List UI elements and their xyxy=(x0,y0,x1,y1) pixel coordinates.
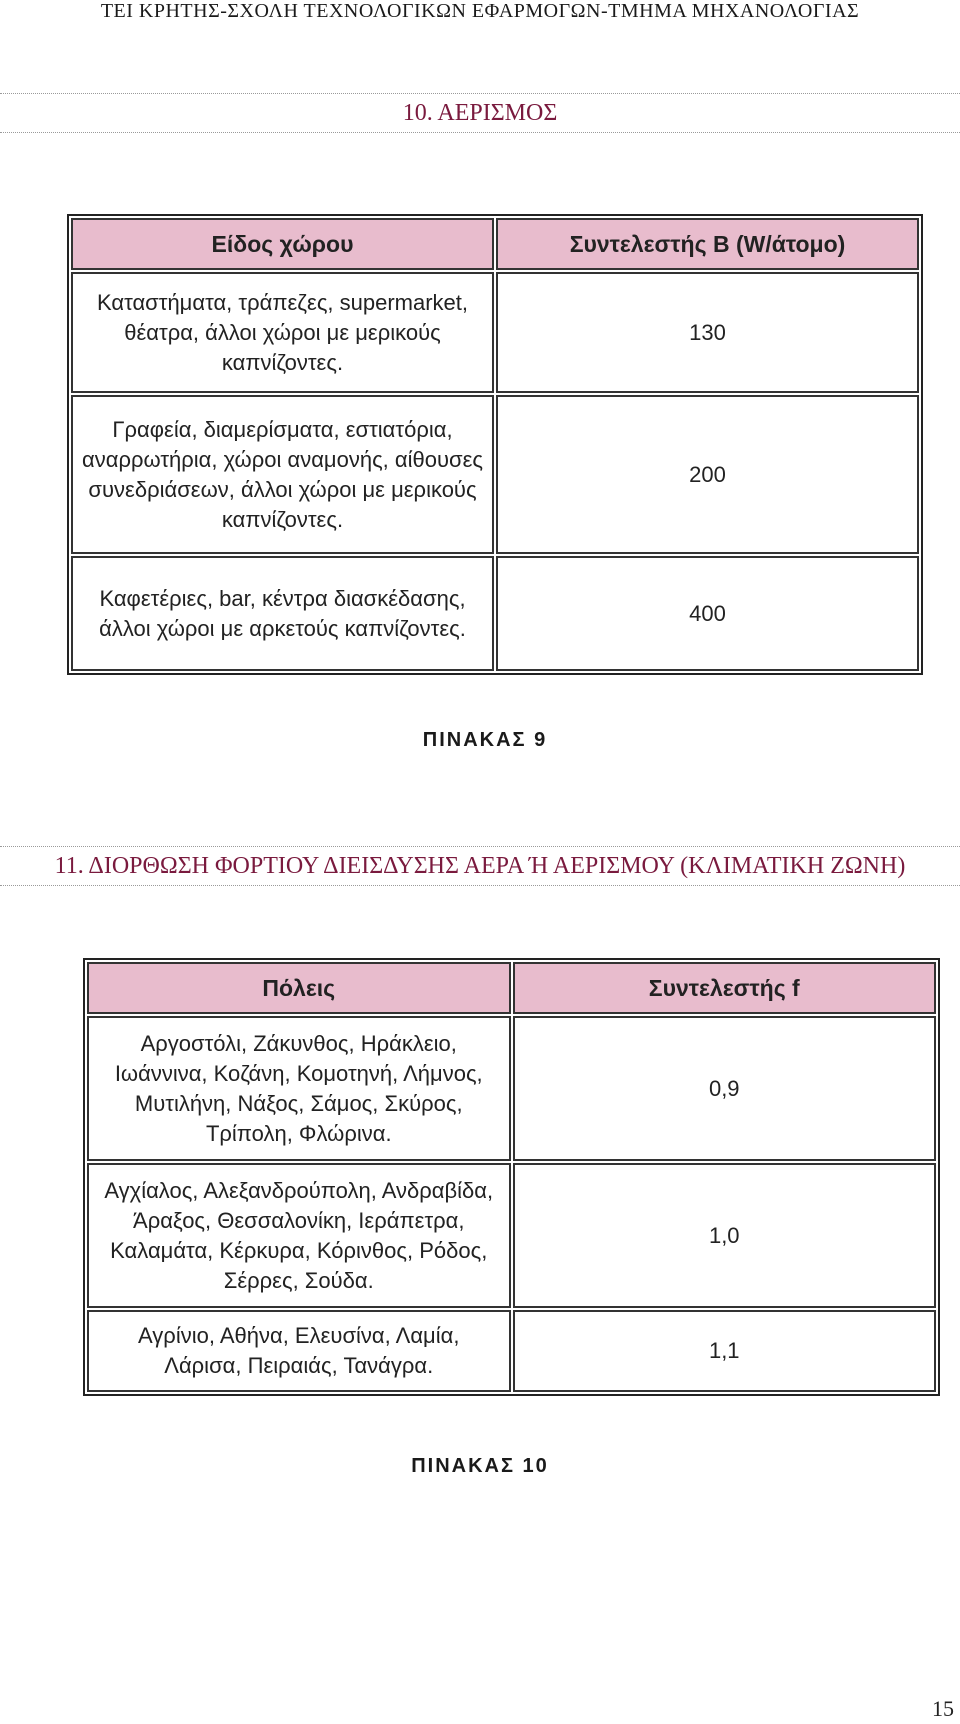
space-type-cell: Καταστήματα, τράπεζες, supermarket, θέατρα, άλλοι χώροι με μερικούς καπνίζοντες. xyxy=(71,272,494,393)
coefficient-cell: 130 xyxy=(496,272,919,393)
page-number: 15 xyxy=(932,1696,954,1721)
table-caption: ΠΙΝΑΚΑΣ 10 xyxy=(411,1455,549,1477)
table-row xyxy=(71,556,919,671)
table-row xyxy=(87,1163,936,1308)
table-caption: ΠΙΝΑΚΑΣ 9 xyxy=(422,729,548,751)
table-header-row xyxy=(87,962,936,1014)
table-row xyxy=(87,1016,936,1161)
section-title-climate-zone: 11. ΔΙΟΡΘΩΣΗ ΦΟΡΤΙΟΥ ΔΙΕΙΣΔΥΣΗΣ ΑΕΡΑ Ή ΑΕΡΙΣΜΟΥ (ΚΛΙΜΑΤΙΚΗ ΖΩΝΗ) xyxy=(0,846,960,886)
space-type-cell: Γραφεία, διαμερίσματα, εστιατόρια, αναρρωτήρια, χώροι αναμονής, αίθουσες συνεδριάσεων, άλλοι χώροι με μερικούς καπνίζοντες. xyxy=(71,395,494,554)
coefficient-cell: 0,9 xyxy=(513,1016,937,1161)
section-title-ventilation: 10. ΑΕΡΙΣΜΟΣ xyxy=(0,93,960,133)
cities-cell: Αγχίαλος, Αλεξανδρούπολη, Ανδραβίδα, Άραξος, Θεσσαλονίκη, Ιεράπετρα, Καλαμάτα, Κέρκυρα, Κόρινθος, Ρόδος, Σέρρες, Σούδα. xyxy=(87,1163,511,1308)
column-header-space-type: Είδος χώρου xyxy=(71,218,494,270)
column-header-coefficient-f: Συντελεστής f xyxy=(513,962,937,1014)
table-row xyxy=(71,272,919,393)
cities-cell: Αργοστόλι, Ζάκυνθος, Ηράκλειο, Ιωάννινα, Κοζάνη, Κομοτηνή, Λήμνος, Μυτιλήνη, Νάξος, Σάμος, Σκύρος, Τρίπολη, Φλώρινα. xyxy=(87,1016,511,1161)
coefficient-cell: 1,0 xyxy=(513,1163,937,1308)
coefficient-cell: 1,1 xyxy=(513,1310,937,1392)
ventilation-coefficient-table xyxy=(67,214,923,675)
coefficient-cell: 200 xyxy=(496,395,919,554)
cities-cell: Αγρίνιο, Αθήνα, Ελευσίνα, Λαμία, Λάρισα, Πειραιάς, Τανάγρα. xyxy=(87,1310,511,1392)
space-type-cell: Καφετέριες, bar, κέντρα διασκέδασης, άλλοι χώροι με αρκετούς καπνίζοντες. xyxy=(71,556,494,671)
table-header-row xyxy=(71,218,919,270)
column-header-cities: Πόλεις xyxy=(87,962,511,1014)
table-row xyxy=(87,1310,936,1392)
table-row xyxy=(71,395,919,554)
coefficient-cell: 400 xyxy=(496,556,919,671)
climate-zone-coefficient-table xyxy=(83,958,940,1396)
column-header-coefficient-b: Συντελεστής B (W/άτομο) xyxy=(496,218,919,270)
running-header: ΤΕΙ ΚΡΗΤΗΣ-ΣΧΟΛΗ ΤΕΧΝΟΛΟΓΙΚΩΝ ΕΦΑΡΜΟΓΩΝ-ΤΜΗΜΑ ΜΗΧΑΝΟΛΟΓΙΑΣ xyxy=(100,0,860,22)
